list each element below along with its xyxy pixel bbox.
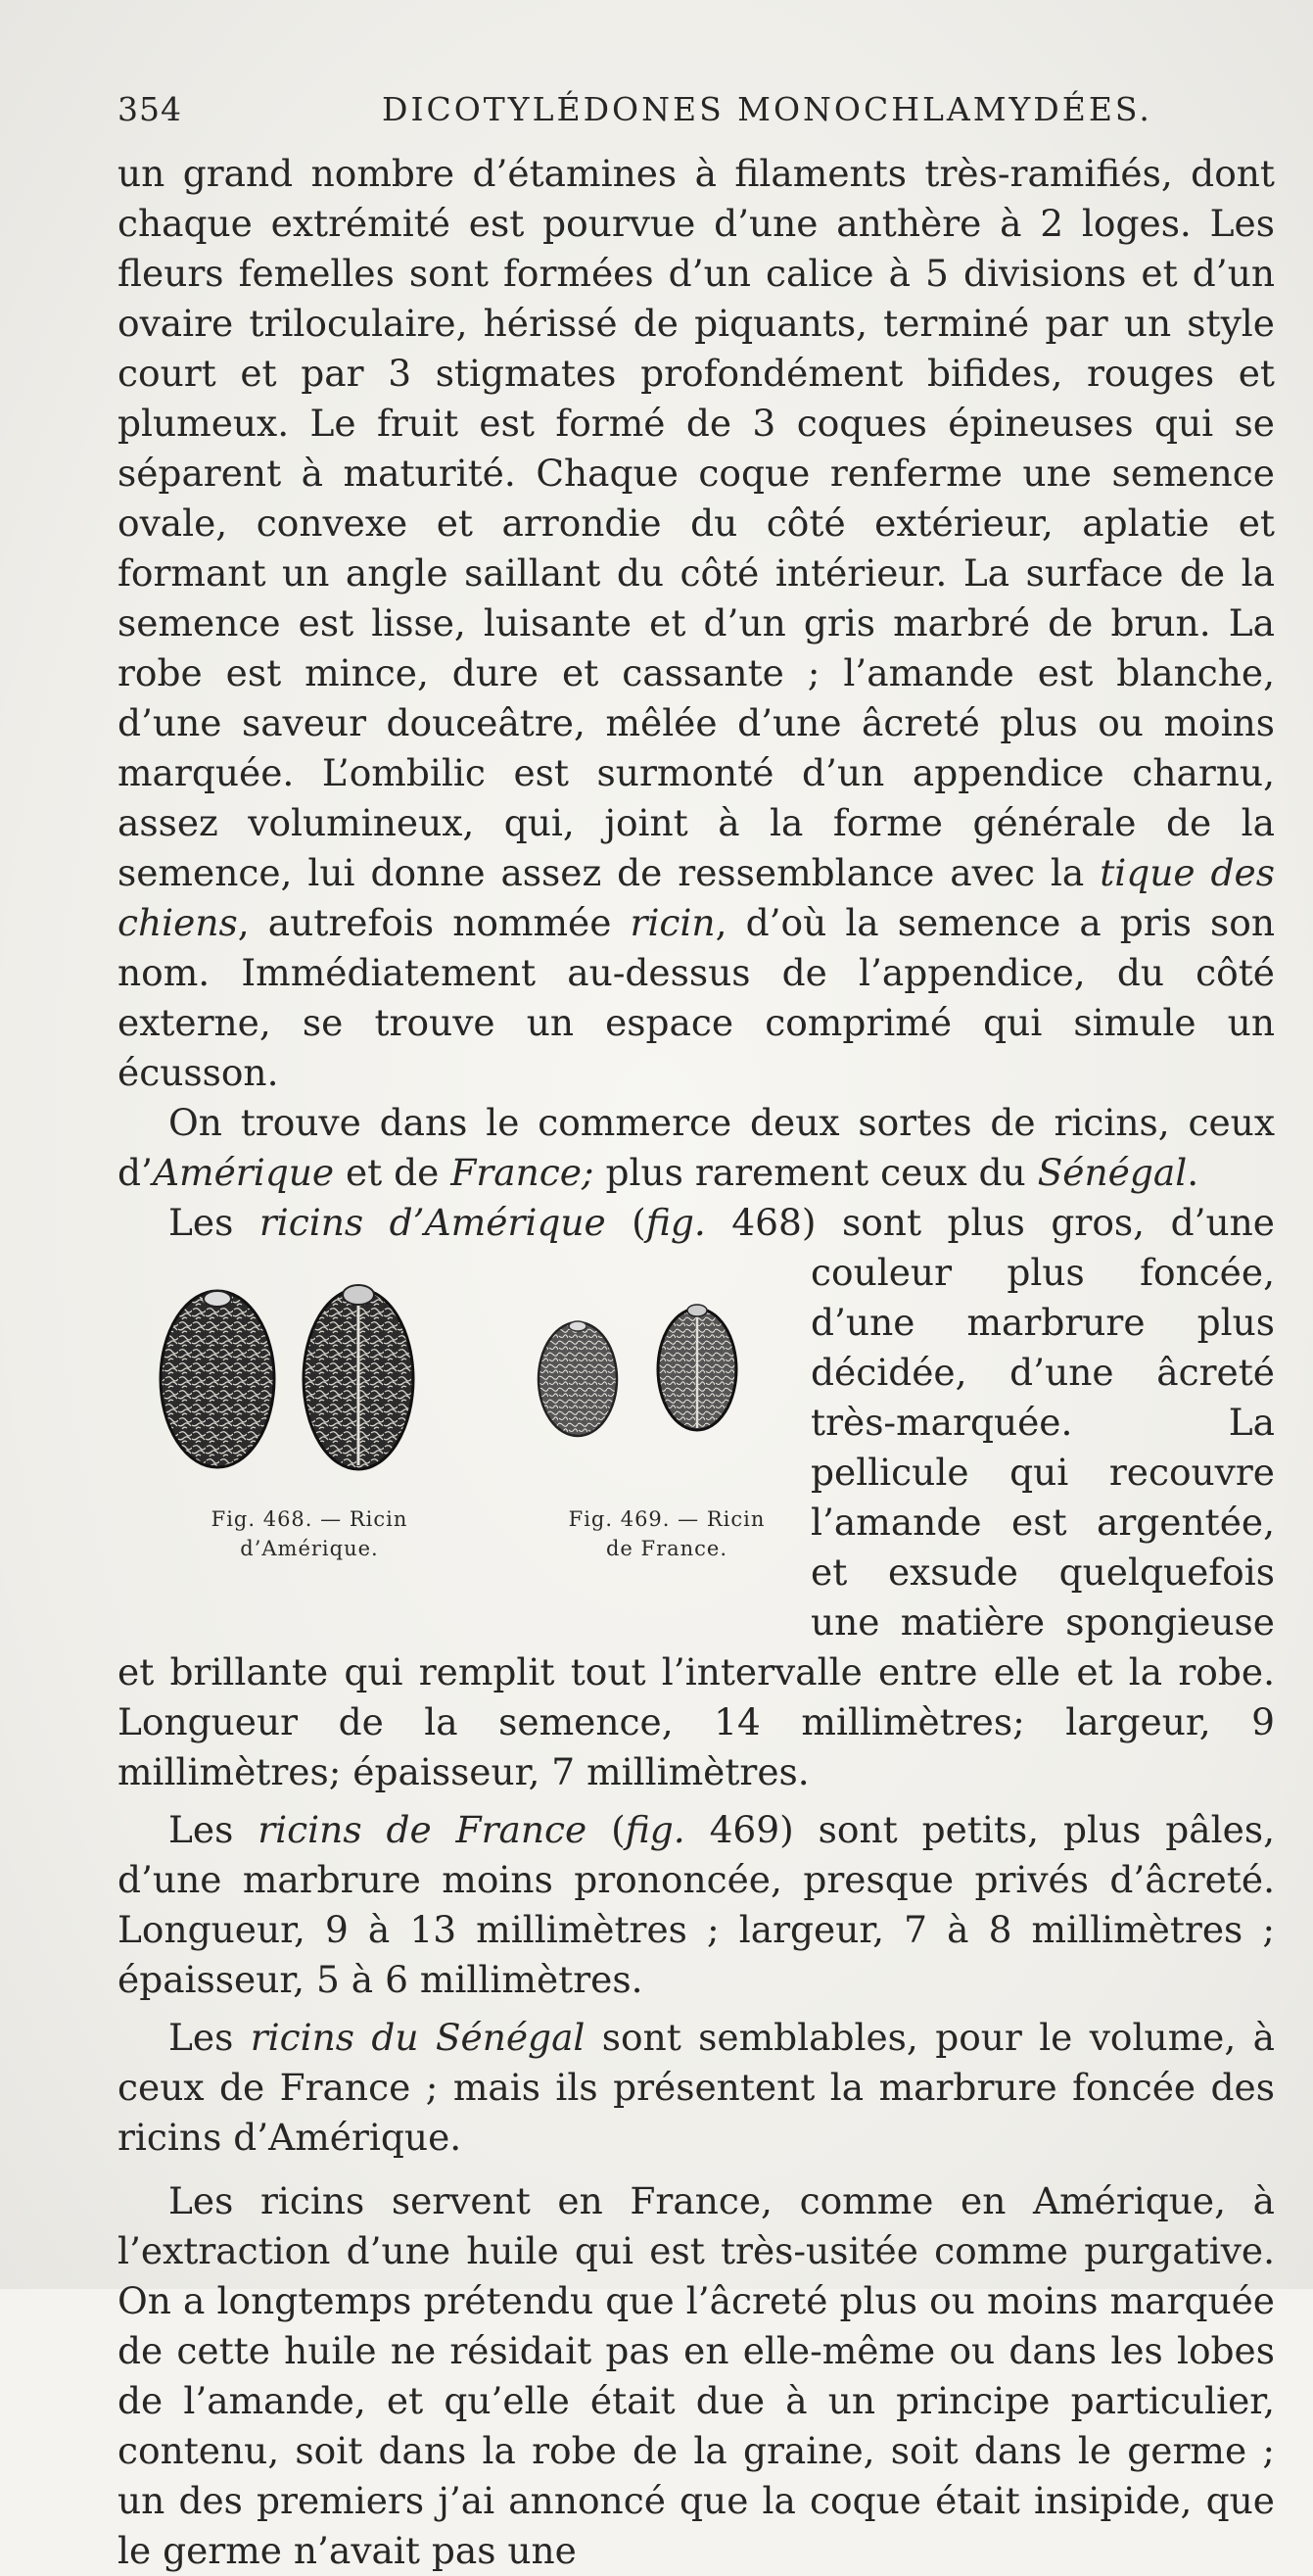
figure-468-caption-line1: Fig. 468. — Ricin: [211, 1507, 408, 1531]
text-run: 468) sont plus gros, d’une couleur plus foncée, d’une marbrure plus décidée, d’une âcreté très-marquée. La pellicule qui recouvre l’amande est argentée, et exsude quelquefois une matière spongieuse et brillante qui remplit tout l’intervalle entre elle et la robe. Longueur de la semence, 14 millimètres; largeur, 9 millimètres; épaisseur, 7 millimètres.: [117, 1201, 1275, 1793]
text-run: Les ricins servent en France, comme en Amérique, à l’extraction d’une huile qui est très-usitée comme purgative. On a longtemps prétendu que l’âcreté plus ou moins marquée de cette huile ne résidait pas en elle-même ou dans les lobes de l’amande, et qu’elle était due à un principe particulier, contenu, soit dans la robe de la graine, soit dans le germe ; un des premiers j’ai annoncé que la coque était insipide, que le germe n’avait pas une: [117, 2179, 1275, 2572]
page-number: 354: [117, 90, 182, 128]
paragraph-3: [117, 1198, 1275, 1797]
text-run: plus rarement ceux du: [593, 1151, 1038, 1194]
italic-run: Amérique: [152, 1151, 335, 1194]
ricin-france-illustration: [509, 1252, 774, 1487]
italic-run: ricins du Sénégal: [250, 2016, 586, 2059]
text-run: (: [605, 1201, 646, 1244]
italic-run: tique des chiens: [117, 851, 1275, 944]
figure-469-caption-line2: de France.: [605, 1537, 728, 1560]
italic-run: France;: [450, 1151, 594, 1194]
text-run: Les: [168, 1808, 258, 1851]
italic-run: ricins de France: [258, 1808, 587, 1851]
text-run: Les: [168, 2016, 251, 2059]
page-header: [117, 90, 1273, 135]
figure-469-caption-line1: Fig. 469. — Ricin: [568, 1507, 766, 1531]
paragraph-5: [117, 2013, 1275, 2163]
italic-run: fig.: [645, 1201, 706, 1244]
text-run: Les: [168, 1201, 259, 1244]
italic-run: fig.: [625, 1808, 685, 1851]
paragraph-6: [117, 2176, 1275, 2576]
text-run: , autrefois nommée: [237, 901, 631, 944]
figure-469: [509, 1252, 774, 1563]
paragraph-1: [117, 149, 1275, 1098]
text-run: .: [1187, 1151, 1199, 1194]
italic-run: ricin: [630, 901, 716, 944]
text-run: et de: [334, 1151, 451, 1194]
figure-468-caption-line2: d’Amérique.: [240, 1537, 379, 1560]
text-run: 469) sont petits, plus pâles, d’une marbrure moins prononcée, presque privés d’âcreté. Longueur, 9 à 13 millimètres ; largeur, 7 à 8 millimètres ; épaisseur, 5 à 6 millimètres.: [117, 1808, 1276, 2001]
text-run: (: [586, 1808, 626, 1851]
paragraph-2: [117, 1098, 1275, 1198]
text-run: On trouve dans le commerce deux sortes de ricins, ceux d’: [117, 1101, 1275, 1194]
text-run: , d’où la semence a pris son nom. Immédiatement au-dessus de l’appendice, du côté externe, se trouve un espace comprimé qui simule un écusson.: [117, 901, 1275, 1094]
body-text: [117, 149, 1275, 2576]
italic-run: ricins d’Amérique: [258, 1201, 606, 1244]
figure-area: [117, 1252, 793, 1614]
text-run: un grand nombre d’étamines à filaments très-ramifiés, dont chaque extrémité est pourvue d’une anthère à 2 loges. Les fleurs femelles sont formées d’un calice à 5 divisions et d’un ovaire triloculaire, hérissé de piquants, terminé par un style court et par 3 stigmates profondément bifides, rouges et plumeux. Le fruit est formé de 3 coques épineuses qui se séparent à maturité. Chaque coque renferme une semence ovale, convexe et arrondie du côté extérieur, aplatie et formant un angle saillant du côté intérieur. La surface de la semence est lisse, luisante et d’un gris marbré de brun. La robe est mince, dure et cassante ; l’amande est blanche, d’une saveur douceâtre, mêlée d’une âcreté plus ou moins marquée. L’ombilic est surmonté d’un appendice charnu, assez volumineux, qui, joint à la forme générale de la semence, lui donne assez de ressemblance avec la: [117, 152, 1275, 894]
running-head: DICOTYLÉDONES MONOCHLAMYDÉES.: [382, 90, 1152, 128]
text-run: sont semblables, pour le volume, à ceux de France ; mais ils présentent la marbrure foncée des ricins d’Amérique.: [117, 2016, 1275, 2159]
italic-run: Sénégal: [1037, 1151, 1188, 1194]
paragraph-4: [117, 1805, 1275, 2005]
ricin-amerique-illustration: [137, 1252, 431, 1487]
figure-468: [137, 1252, 431, 1563]
